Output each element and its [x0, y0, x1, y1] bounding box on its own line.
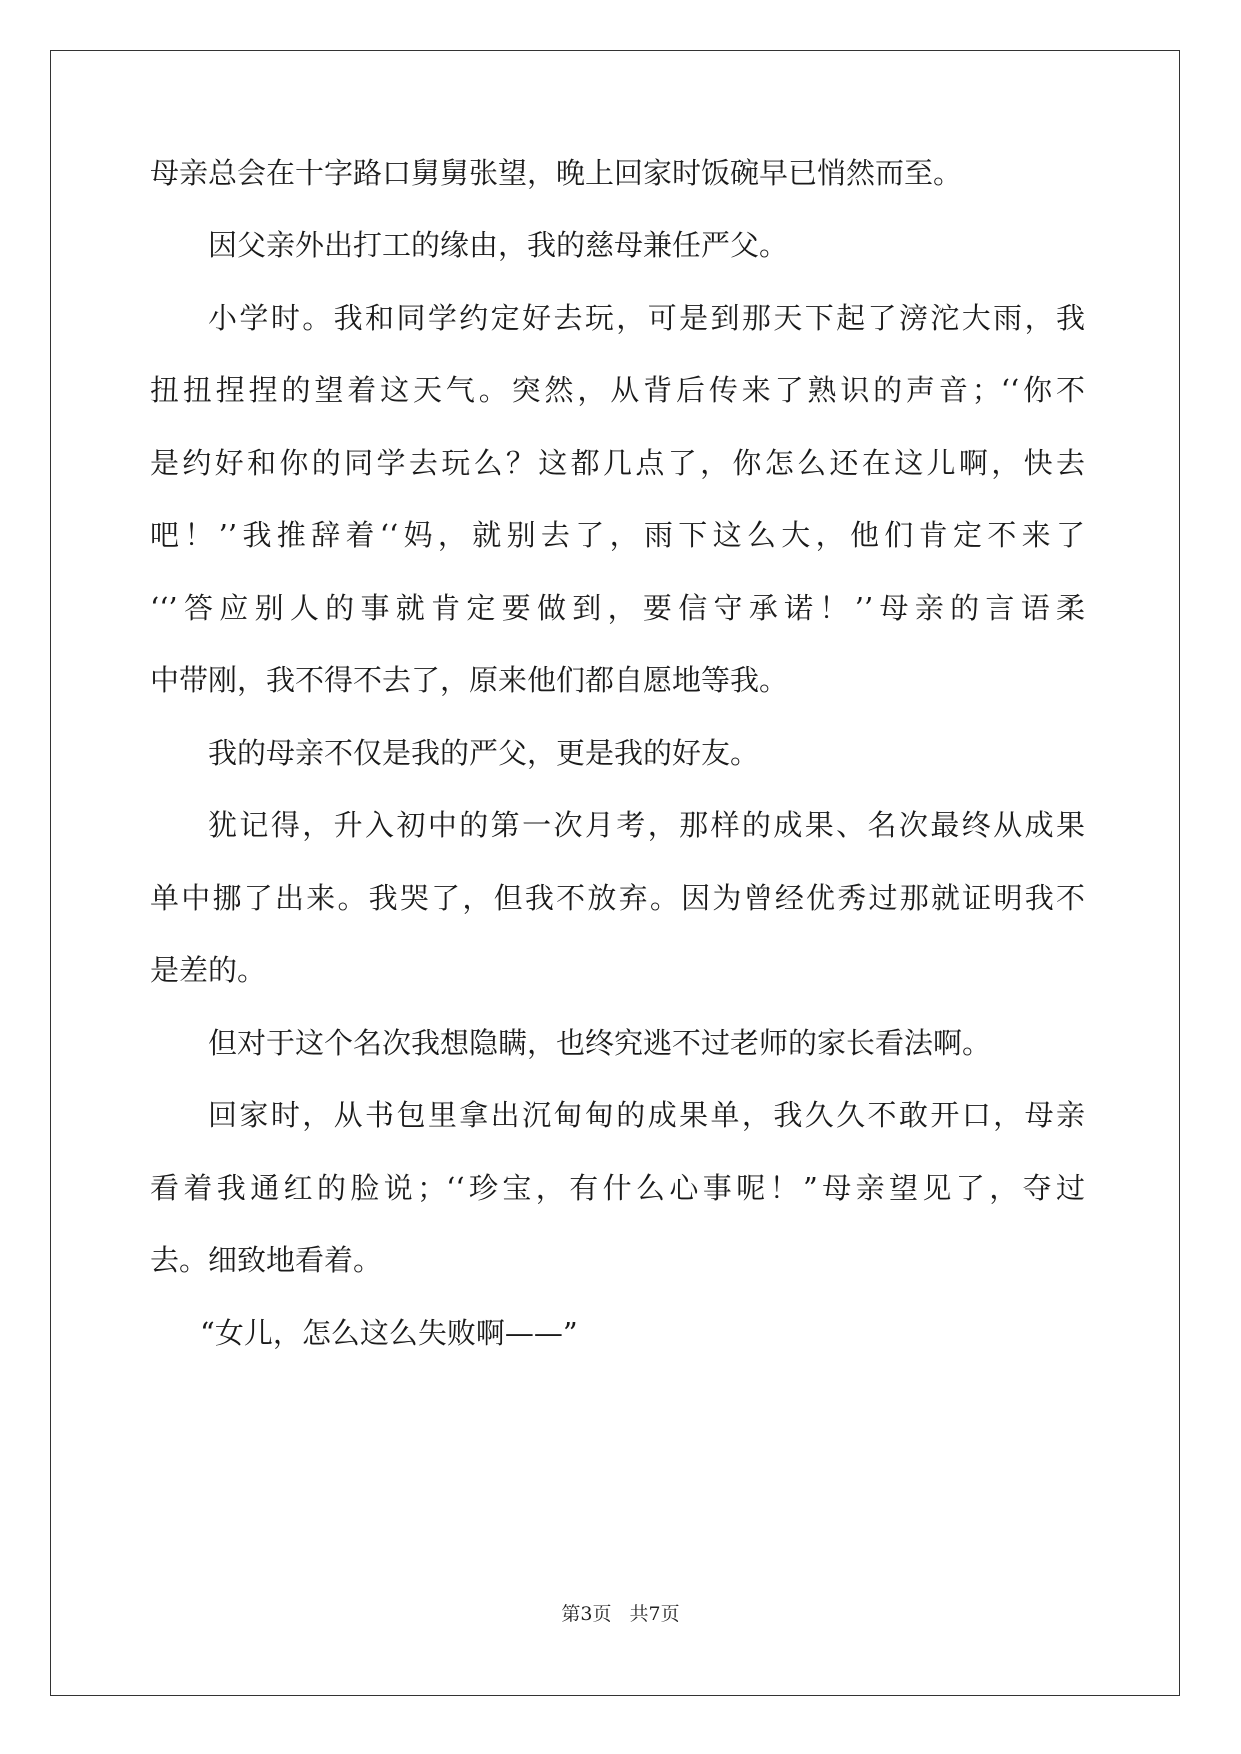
- text-line: 吧！’’我推辞着‘‘妈，就别去了，雨下这么大，他们肯定不来了: [150, 518, 1085, 552]
- text-line: ‘‘’答应别人的事就肯定要做到，要信守承诺！’’母亲的言语柔: [150, 591, 1085, 625]
- text-line: 看着我通红的脸说；‘‘珍宝，有什么心事呢！”母亲望见了，夺过: [150, 1171, 1085, 1205]
- page-border: [50, 50, 1180, 1696]
- text-line: 但对于这个名次我想隐瞒，也终究逃不过老师的家长看法啊。: [208, 1026, 992, 1060]
- page-number: 第3页: [561, 1603, 612, 1625]
- text-line: “女儿，怎么这么失败啊——”: [200, 1316, 578, 1350]
- text-line: 犹记得，升入初中的第一次月考，那样的成果、名次最终从成果: [208, 808, 1085, 842]
- text-line: 是约好和你的同学去玩么？这都几点了，你怎么还在这儿啊，快去: [150, 446, 1085, 480]
- page-footer: [0, 1602, 1241, 1626]
- text-line: 回家时，从书包里拿出沉甸甸的成果单，我久久不敢开口，母亲: [208, 1098, 1085, 1132]
- text-line: 因父亲外出打工的缘由，我的慈母兼任严父。: [208, 228, 789, 262]
- text-line: 中带刚，我不得不去了，原来他们都自愿地等我。: [150, 663, 789, 697]
- text-line: 是差的。: [150, 953, 267, 987]
- text-line: 我的母亲不仅是我的严父，更是我的好友。: [208, 736, 760, 770]
- text-line: 扭扭捏捏的望着这天气。突然，从背后传来了熟识的声音；‘‘你不: [150, 373, 1085, 407]
- text-line: 去。细致地看着。: [150, 1243, 383, 1277]
- text-line: 小学时。我和同学约定好去玩，可是到那天下起了滂沱大雨，我: [208, 301, 1085, 335]
- text-line: 母亲总会在十字路口舅舅张望，晚上回家时饭碗早已悄然而至。: [150, 156, 963, 190]
- page-total: 共7页: [629, 1603, 680, 1625]
- text-line: 单中挪了出来。我哭了，但我不放弃。因为曾经优秀过那就证明我不: [150, 881, 1085, 915]
